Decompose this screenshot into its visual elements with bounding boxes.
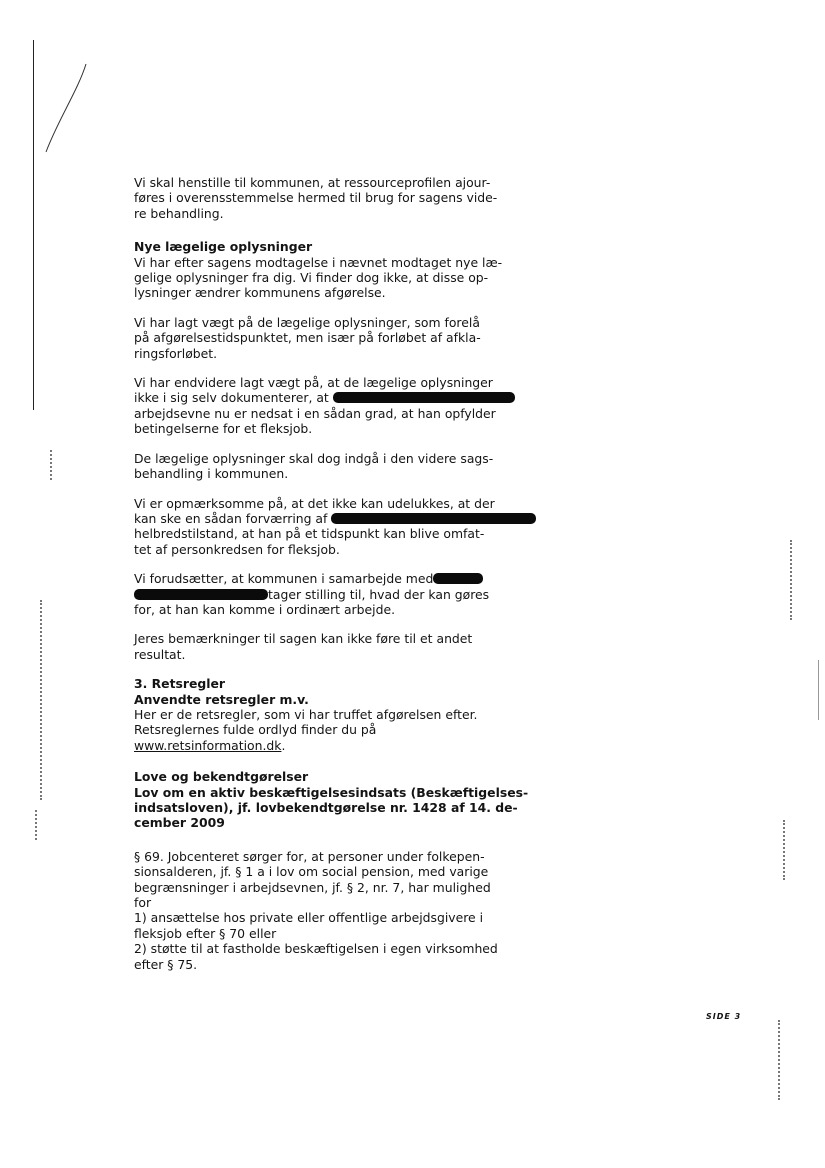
left-dot-artifact [40, 600, 44, 800]
section-retsregler [134, 676, 554, 753]
redaction-bar [134, 589, 268, 600]
law-title-line: indsatsloven), jf. lovbekendtgørelse nr. 1428 af 14. de- [134, 800, 518, 815]
retsinformation-link[interactable]: www.retsinformation.dk [134, 737, 282, 753]
paragraph-forvaerring [134, 496, 554, 558]
page-number: SIDE 3 [706, 1012, 742, 1021]
text-line: behandling i kommunen. [134, 466, 289, 482]
text-line: betingelserne for et fleksjob. [134, 421, 313, 437]
text-line: ringsforløbet. [134, 345, 218, 361]
text-line: Vi har lagt vægt på de lægelige oplysninger, som forelå [134, 314, 480, 330]
text-line: Her er de retsregler, som vi har truffet afgørelsen efter. [134, 706, 478, 722]
text-line: helbredstilstand, at han på et tidspunkt kan blive omfat- [134, 526, 485, 542]
pen-stroke-mark [38, 60, 98, 160]
paragraph-endvidere [134, 375, 554, 437]
text-line: Jeres bemærkninger til sagen kan ikke føre til et andet [134, 631, 473, 647]
text-line: 2) støtte til at fastholde beskæftigelsen i egen virksomhed [134, 941, 498, 957]
text-line: Vi er opmærksomme på, at det ikke kan udelukkes, at der [134, 495, 495, 511]
redaction-bar [433, 573, 483, 584]
text-line: 1) ansættelse hos private eller offentlige arbejdsgivere i [134, 910, 484, 926]
text-line [134, 738, 554, 753]
paragraph-vaegt-laegelige [134, 315, 554, 361]
text-line [134, 511, 554, 526]
text-line: gelige oplysninger fra dig. Vi finder dog ikke, at disse op- [134, 270, 489, 286]
text-line: Vi har endvidere lagt vægt på, at de lægelige oplysninger [134, 375, 493, 391]
section-subheading: Anvendte retsregler m.v. [134, 691, 309, 707]
text-fragment: ikke i sig selv dokumenterer, at [134, 390, 329, 406]
paragraph-videre-sagsbehandling [134, 451, 554, 482]
right-dot-artifact [783, 820, 787, 880]
text-line: tet af personkredsen for fleksjob. [134, 541, 340, 557]
text-line: Vi skal henstille til kommunen, at ressourceprofilen ajour- [134, 175, 491, 190]
right-dot-artifact [790, 540, 794, 620]
text-line: føres i overensstemmelse hermed til brug for sagens vide- [134, 190, 498, 206]
text-fragment: Vi forudsætter, at kommunen i samarbejde med [134, 571, 434, 587]
text-line: De lægelige oplysninger skal dog indgå i den videre sags- [134, 450, 494, 466]
law-title-line: cember 2009 [134, 815, 225, 831]
right-dot-artifact [778, 1020, 782, 1100]
redaction-bar [331, 513, 536, 524]
letter-body [134, 175, 554, 986]
redaction-bar [333, 392, 515, 403]
paragraph-forudsaetter [134, 571, 554, 617]
text-line: fleksjob efter § 70 eller [134, 925, 277, 941]
text-line: § 69. Jobcenteret sørger for, at personer under folkepen- [134, 848, 485, 864]
text-line: lysninger ændrer kommunens afgørelse. [134, 285, 386, 301]
text-line [134, 390, 554, 405]
paragraph-ressourceprofil [134, 175, 554, 221]
left-margin-line [33, 40, 34, 410]
text-line: resultat. [134, 646, 186, 662]
section-heading: Nye lægelige oplysninger [134, 239, 313, 255]
text-line: re behandling. [134, 205, 224, 221]
text-fragment: . [281, 737, 286, 753]
paragraph-section-69 [134, 849, 554, 972]
text-line: for [134, 895, 152, 911]
text-line: for, at han kan komme i ordinært arbejde. [134, 601, 396, 617]
text-fragment: tager stilling til, hvad der kan gøres [268, 586, 490, 602]
section-heading: 3. Retsregler [134, 676, 226, 692]
text-line: arbejdsevne nu er nedsat i en sådan grad, at han opfylder [134, 405, 496, 421]
text-line: på afgørelsestidspunktet, men især på forløbet af afkla- [134, 330, 481, 346]
section-heading: Love og bekendtgørelser [134, 769, 309, 785]
text-line: begrænsninger i arbejdsevnen, jf. § 2, nr. 7, har mulighed [134, 879, 491, 895]
text-line: efter § 75. [134, 956, 198, 972]
text-line: sionsalderen, jf. § 1 a i lov om social pension, med varige [134, 864, 489, 880]
text-line [134, 571, 554, 586]
text-fragment: kan ske en sådan forværring af [134, 510, 328, 526]
text-line: Vi har efter sagens modtagelse i nævnet modtaget nye læ- [134, 254, 503, 270]
section-love-og-bekendtgoerelser [134, 769, 554, 831]
law-title-line: Lov om en aktiv beskæftigelsesindsats (Beskæftigelses- [134, 784, 529, 800]
paragraph-bemaerkninger [134, 631, 554, 662]
left-dot-artifact [50, 450, 54, 480]
right-edge-line [818, 660, 819, 720]
text-line: Retsreglernes fulde ordlyd finder du på [134, 722, 377, 738]
text-line [134, 587, 554, 602]
left-dot-artifact [35, 810, 39, 840]
section-nye-laegelige-oplysninger [134, 239, 554, 301]
